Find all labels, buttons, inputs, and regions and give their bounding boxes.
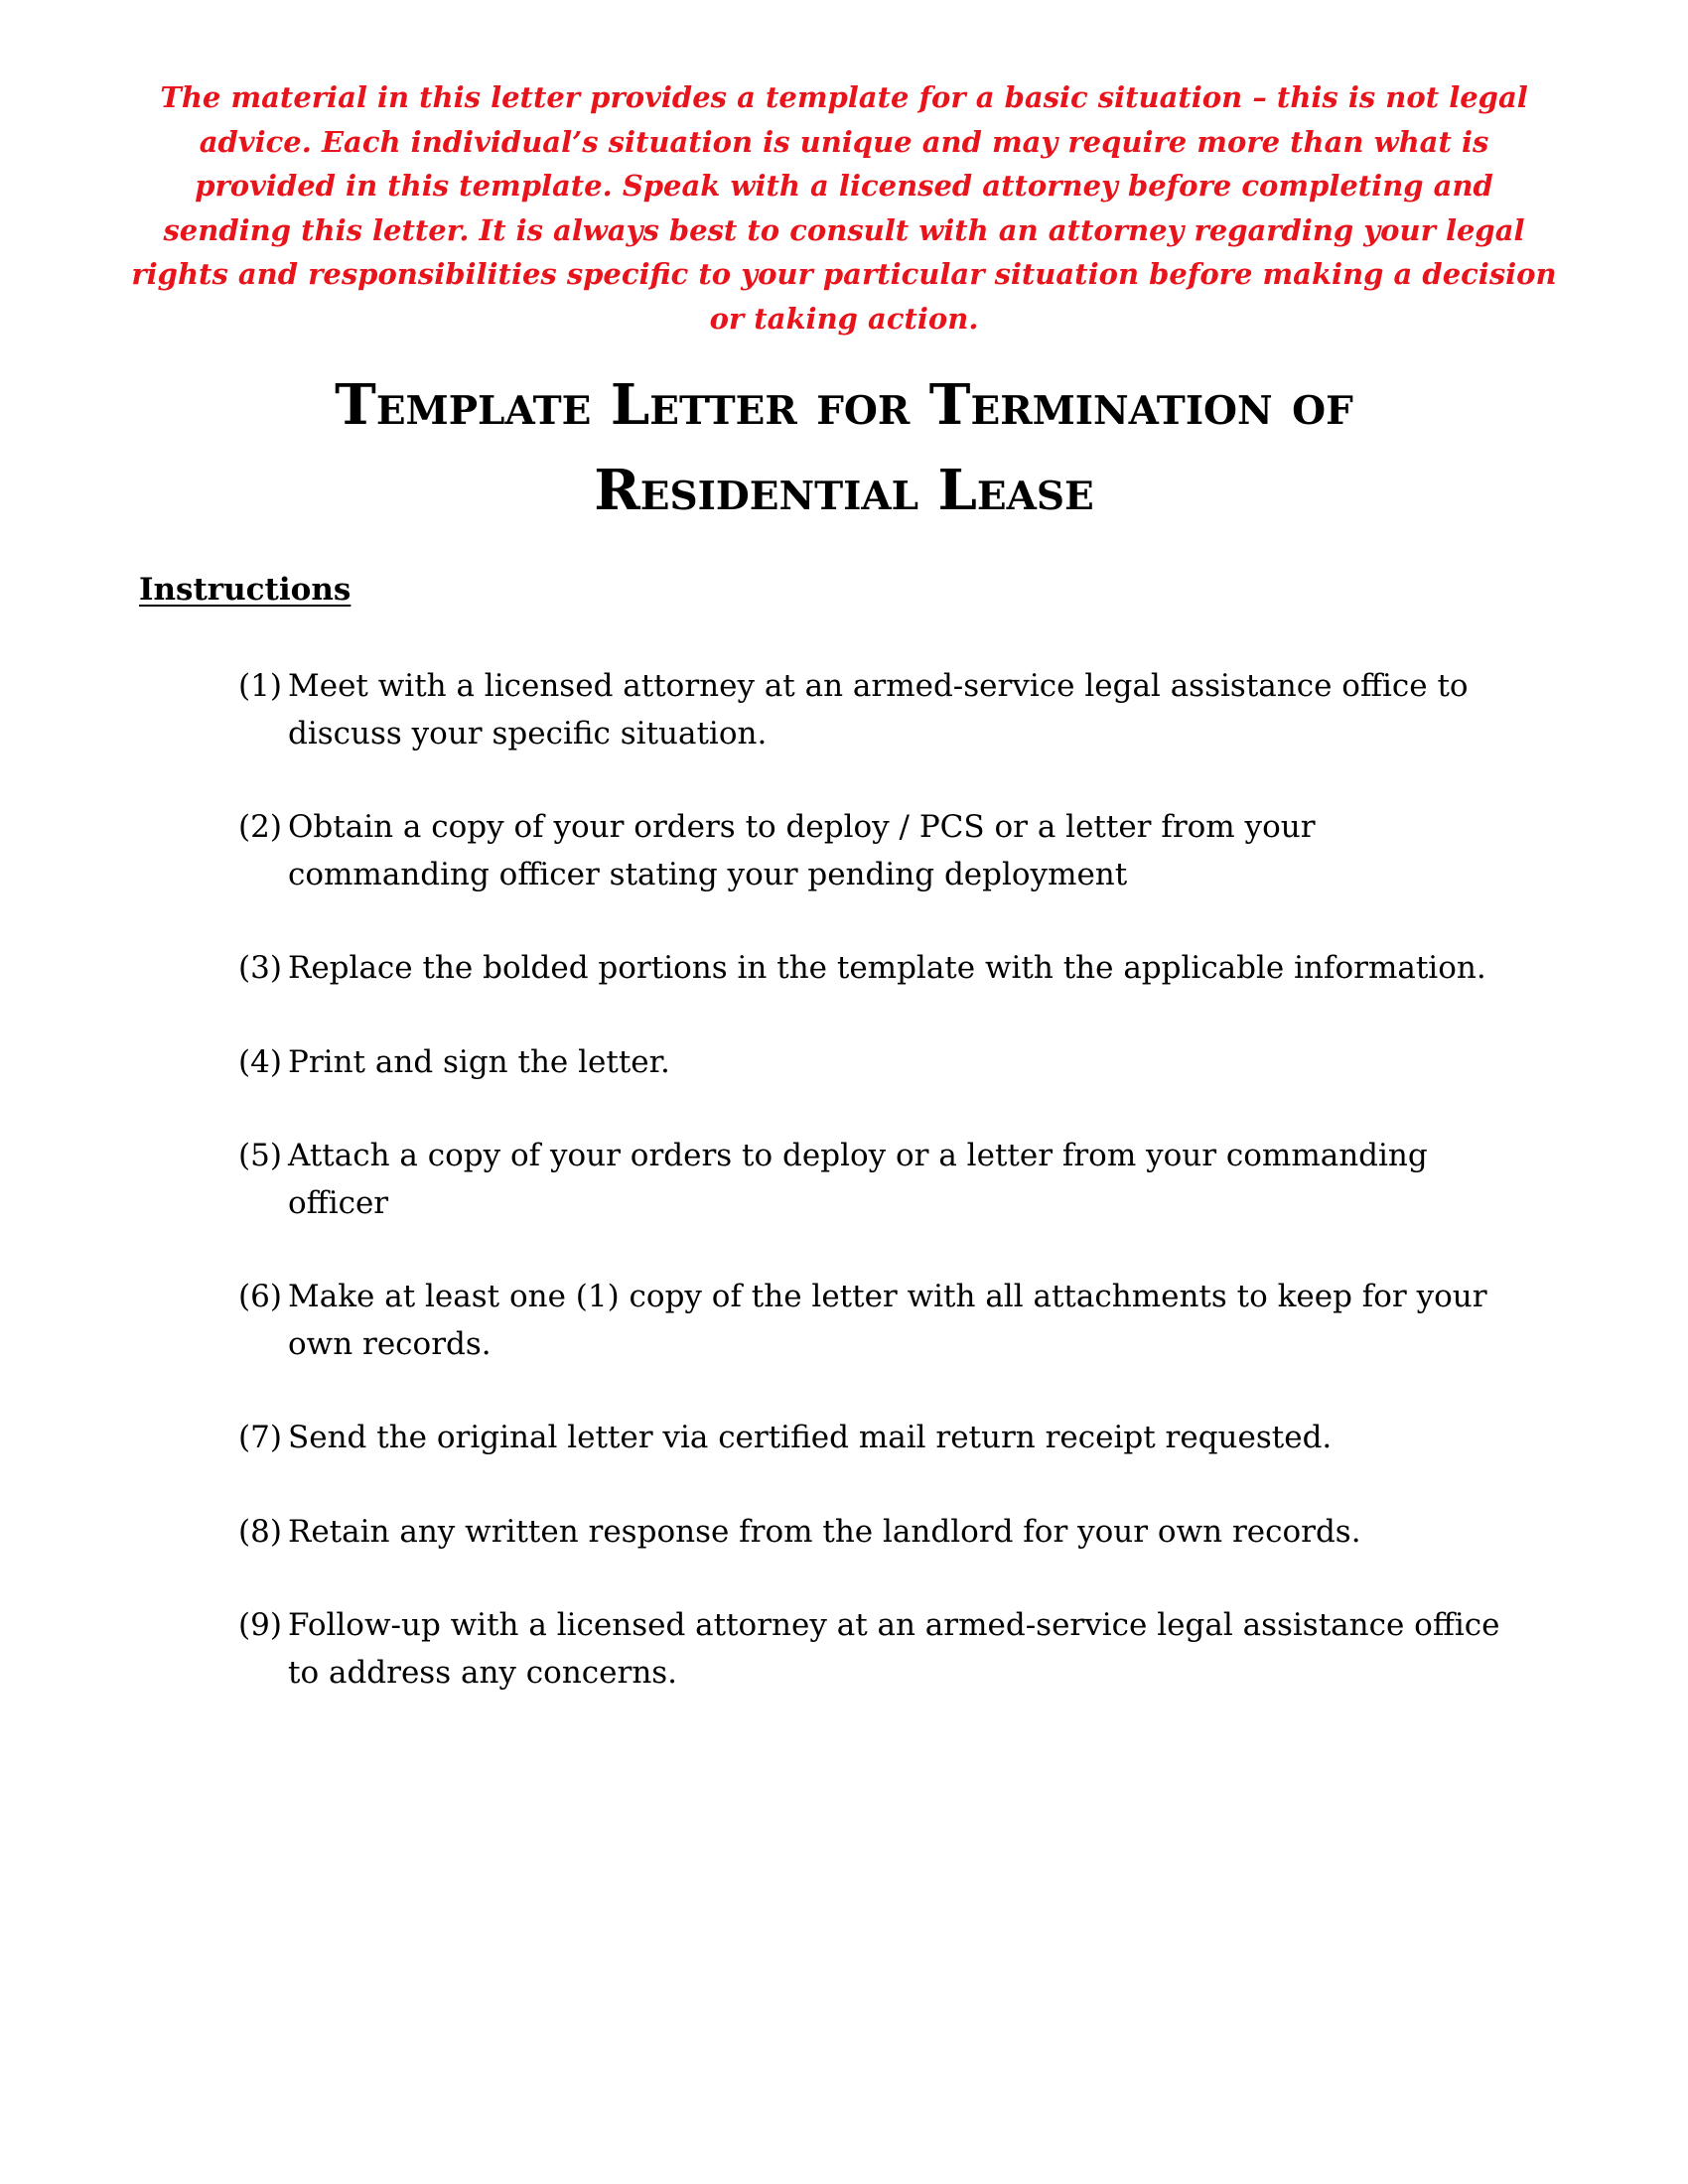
legal-disclaimer: The material in this letter provides a template for a basic situation – this is not legal advice. Each individual’s situation is unique and may require more than what is provided in this template. Speak with a licensed attorney before completing and sending this letter. It is always best to consult with an attorney regarding your legal rights and responsibilities specific to your particular situation before making a decision or taking action.: [131, 80, 1557, 336]
instruction-item-1: [238, 663, 1509, 757]
instruction-item-6: [238, 1274, 1509, 1368]
instruction-item-8: [238, 1509, 1509, 1557]
instruction-item-9: [238, 1602, 1509, 1697]
instruction-text: Meet with a licensed attorney at an armed-service legal assistance office to discuss your specific situation.: [288, 668, 1469, 751]
instruction-text: Retain any written response from the landlord for your own records.: [288, 1513, 1361, 1550]
document-title-line-2: Residential Lease: [594, 458, 1094, 523]
instruction-number: (4): [238, 1043, 282, 1080]
instruction-number: (3): [238, 950, 282, 986]
instruction-text: Print and sign the letter.: [288, 1043, 670, 1080]
instruction-text: Follow-up with a licensed attorney at an armed-service legal assistance office to address any concerns.: [288, 1607, 1500, 1691]
instructions-list: [238, 663, 1509, 1743]
instruction-item-5: [238, 1133, 1509, 1227]
instruction-text: Attach a copy of your orders to deploy or a letter from your commanding officer: [288, 1138, 1428, 1221]
instruction-number: (1): [238, 668, 282, 704]
instruction-text: Send the original letter via certified mail return receipt requested.: [288, 1420, 1333, 1455]
instruction-item-4: [238, 1039, 1509, 1087]
instruction-item-7: [238, 1415, 1509, 1462]
instruction-number: (9): [238, 1607, 282, 1643]
instruction-number: (7): [238, 1420, 282, 1455]
instructions-heading: Instructions: [139, 572, 352, 608]
instruction-item-3: [238, 945, 1509, 993]
instruction-item-2: [238, 804, 1509, 898]
instruction-text: Make at least one (1) copy of the letter with all attachments to keep for your own records.: [288, 1279, 1487, 1362]
document-title: [149, 362, 1539, 533]
instruction-number: (5): [238, 1138, 282, 1173]
instruction-number: (2): [238, 809, 282, 845]
instruction-text: Obtain a copy of your orders to deploy / PCS or a letter from your commanding officer stating your pending deployment: [288, 809, 1316, 892]
instruction-text: Replace the bolded portions in the template with the applicable information.: [288, 950, 1486, 986]
document-title-line-1: Template Letter for Termination of: [335, 372, 1353, 438]
instruction-number: (8): [238, 1513, 282, 1550]
instruction-number: (6): [238, 1279, 282, 1314]
